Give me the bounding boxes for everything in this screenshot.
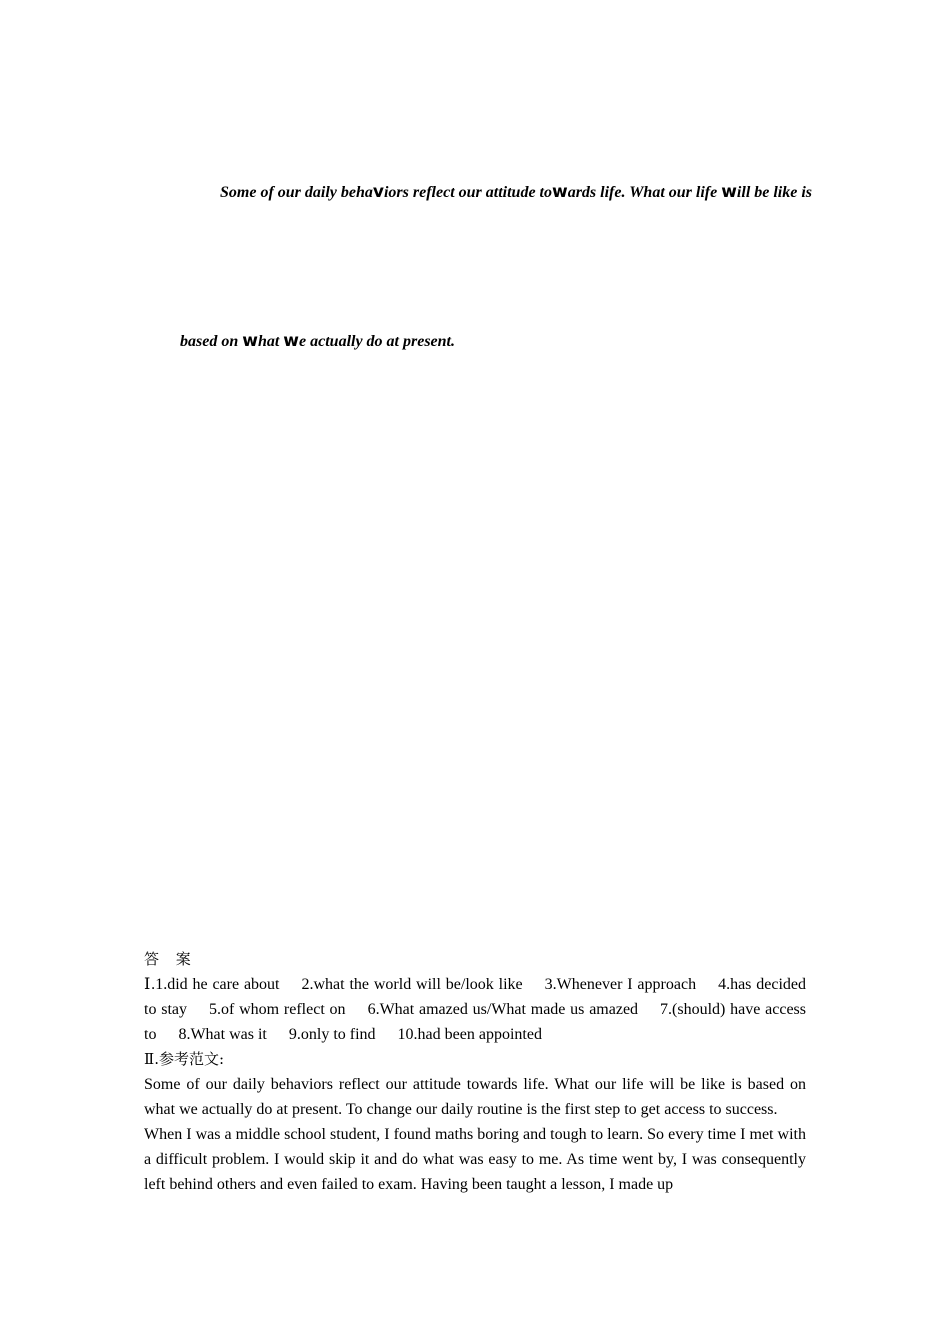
- answer-item: 4.has decided to stay: [144, 976, 807, 1018]
- answer-item: 1.did he care about: [155, 976, 280, 993]
- answer-heading: 答 案: [144, 950, 197, 968]
- prompt-text-segment: w: [283, 331, 300, 351]
- prompt-line-2: [180, 331, 455, 352]
- essay-paragraph: Some of our daily behaviors reflect our attitude towards life. What our life will be like is based on what we actually do at present. To change our daily routine is the first step to get access to success.: [144, 1076, 806, 1118]
- answer-item: 3.Whenever I approach: [544, 976, 697, 993]
- prompt-text-segment: e actually do at present.: [299, 333, 455, 350]
- answer-item: 9.only to find: [288, 1026, 376, 1043]
- section-2-title: Ⅱ.参考范文:: [144, 1050, 225, 1068]
- prompt-text-segment: w: [721, 182, 737, 202]
- answer-item: 2.what the world will be/look like: [301, 976, 523, 993]
- prompt-text-segment: ards life. What our life: [567, 184, 722, 201]
- prompt-line-1: [220, 182, 812, 203]
- prompt-text-segment: hat: [257, 333, 284, 350]
- prompt-text-segment: iors reflect our attitude to: [383, 184, 552, 201]
- answer-item: 6.What amazed us/What made us amazed: [367, 1001, 639, 1018]
- answer-item: 10.had been appointed: [397, 1026, 542, 1043]
- answer-key: [144, 947, 806, 1197]
- essay-paragraph: When I was a middle school student, I found maths boring and tough to learn. So every time I met with a difficult problem. I would skip it and do what was easy to me. As time went by, I was consequently left behind others and even failed to exam. Having been taught a lesson, I made up: [144, 1126, 806, 1193]
- prompt-text-segment: w: [242, 331, 258, 351]
- prompt-text-segment: w: [551, 182, 568, 202]
- prompt-text-segment: ill be like is: [736, 184, 813, 201]
- answer-section-1: [144, 972, 806, 1047]
- answer-item: 8.What was it: [178, 1026, 267, 1043]
- prompt-text-segment: based on: [180, 333, 243, 350]
- section-1-prefix: Ⅰ.: [144, 976, 156, 993]
- prompt-text-segment: v: [372, 182, 384, 202]
- answer-item: 7.(should) have access to: [144, 1001, 807, 1043]
- answer-item: 5.of whom reflect on: [209, 1001, 346, 1018]
- prompt-text-segment: Some of our daily beha: [220, 184, 373, 201]
